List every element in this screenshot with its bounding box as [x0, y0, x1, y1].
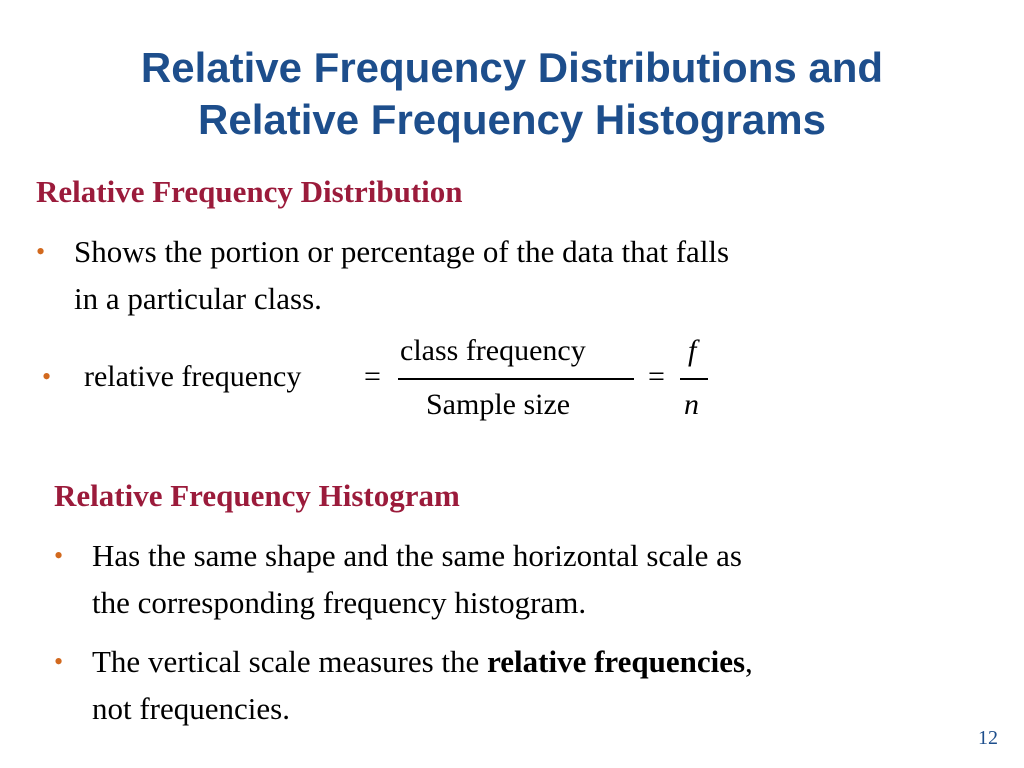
- bullet-text-line-1: Has the same shape and the same horizontal scale as: [92, 538, 742, 573]
- text-bold-relative-frequencies: relative frequencies: [487, 644, 746, 679]
- formula-n: n: [684, 388, 699, 421]
- bullet-text-line-1: Shows the portion or percentage of the data that falls: [74, 234, 730, 269]
- formula-lhs: relative frequency: [84, 360, 302, 393]
- section-heading-histogram: Relative Frequency Histogram: [54, 478, 460, 513]
- bullet-text-line-2: in a particular class.: [74, 281, 322, 316]
- title-line-1: Relative Frequency Distributions and: [140, 44, 884, 91]
- text-comma: ,: [745, 644, 753, 679]
- section-heading-distribution: Relative Frequency Distribution: [36, 174, 463, 209]
- bullet-dot: •: [54, 647, 64, 676]
- formula-denominator: Sample size: [426, 388, 571, 421]
- text-plain: The vertical scale measures the: [92, 644, 488, 679]
- title-line-2: Relative Frequency Histograms: [198, 96, 826, 143]
- formula-equals-1: =: [364, 360, 381, 393]
- bullet-text-line-1: [92, 638, 753, 685]
- formula-f: f: [688, 334, 697, 367]
- fraction-bar-2: [680, 378, 708, 380]
- page-number: 12: [978, 727, 998, 749]
- bullet-text-line-2: the corresponding frequency histogram.: [92, 585, 587, 620]
- bullet-dot: •: [54, 541, 64, 570]
- formula-numerator: class frequency: [400, 334, 586, 367]
- formula-equals-2: =: [648, 360, 665, 393]
- bullet-dot: •: [36, 237, 46, 266]
- bullet-dot: •: [42, 362, 52, 391]
- bullet-text-line-2: not frequencies.: [92, 691, 290, 726]
- slide-title: [0, 42, 1024, 146]
- fraction-bar-1: [398, 378, 634, 380]
